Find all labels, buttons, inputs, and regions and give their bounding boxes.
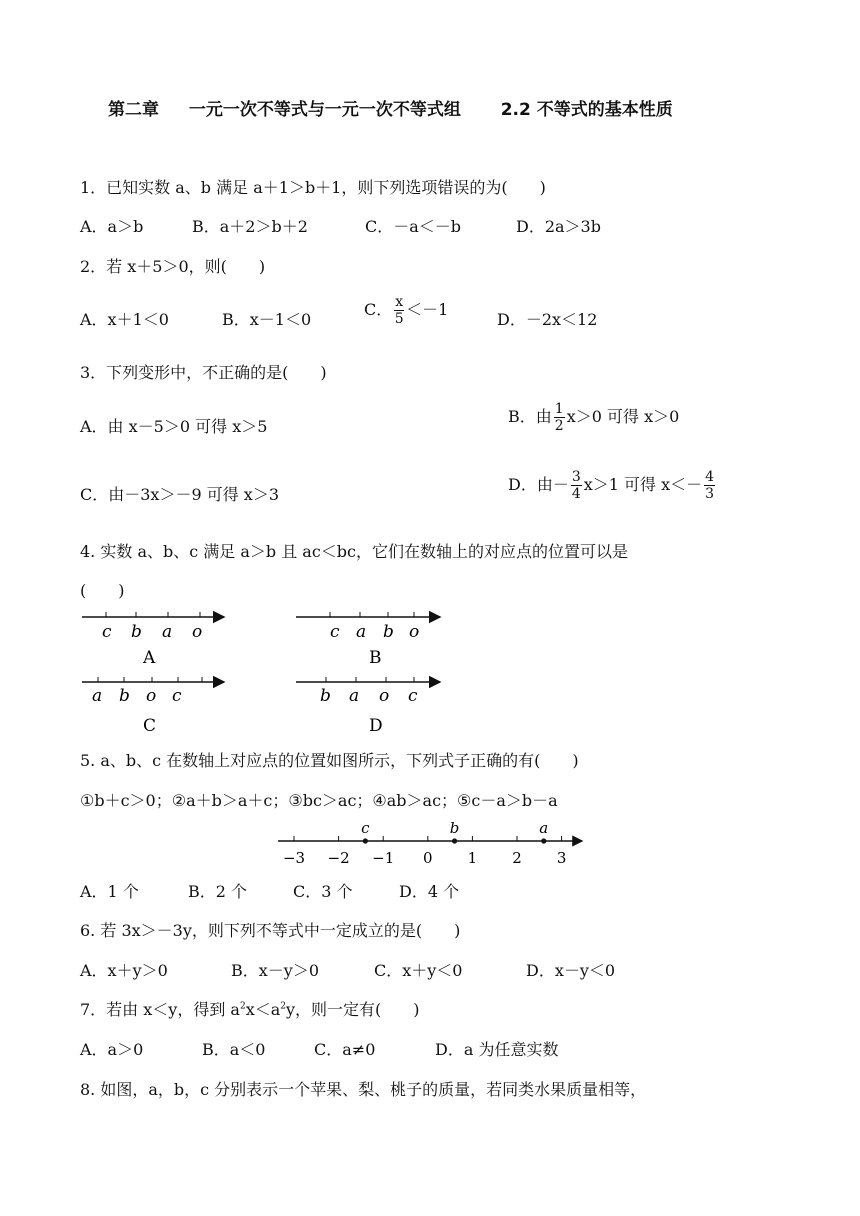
q5-option-d: D．4 个 [399,882,460,901]
q4-line-a [82,612,224,668]
q4-d-point-4: c [408,686,418,706]
q4-a-point-4: o [192,622,203,642]
q4-c-label: C [143,716,157,736]
q5-point-label: c [361,819,370,837]
q7-option-a: A．a＞0 [80,1040,144,1059]
q4-c-point-3: o [146,686,157,706]
q4-a-label: A [143,648,156,668]
q1-option-c: C．－a＜－b [365,217,462,236]
q4-b-point-3: b [383,622,394,642]
q6-option-b: B．x－y＞0 [231,961,320,980]
q5-tick-label: 0 [423,849,433,867]
chapter: 第二章 [108,100,159,120]
q4-b-point-1: c [330,622,340,642]
q2-option-b: B．x－1＜0 [222,310,312,329]
section-name: 2.2 不等式的基本性质 [500,100,673,120]
q4-line-c [82,677,224,736]
q6-option-d: D．x－y＜0 [526,961,616,980]
q5-stem: 5. a、b、c 在数轴上对应点的位置如图所示，下列式子正确的有( ) [80,751,579,770]
q7-stem: 7．若由 x＜y，得到 $a^2x<a^2y$，则一定有( ) [80,1000,420,1019]
page-title [108,95,673,120]
q2-option-a: A．x＋1＜0 [80,310,169,329]
q5-option-a: A．1 个 [80,882,139,901]
q3-option-b: B．由 $\frac{1}{2}$ x＞0 可得 x＞0 [508,401,680,434]
q4-a-point-2: b [131,622,142,642]
q5-tick-label: 2 [512,849,522,867]
q7-option-c: C．a≠0 [314,1040,376,1059]
q2-option-d: D．－2x＜12 [497,310,598,329]
q5-point-label: b [449,819,460,837]
q5-point [363,838,368,843]
q3-option-a: A．由 x－5＞0 可得 x＞5 [80,417,268,436]
q5-point [541,838,546,843]
q1-option-b: B．a＋2＞b＋2 [192,217,308,236]
q2-option-c: C． $\frac{x}{5}$ ＜－1 [364,294,449,327]
q4-b-point-4: o [409,622,420,642]
q5-point [452,838,457,843]
q4-b-point-2: a [356,622,367,642]
q4-stem: 4. 实数 a、b、c 满足 a＞b 且 ac＜bc，它们在数轴上的对应点的位置可以是 [80,542,629,561]
q4-a-point-3: a [162,622,173,642]
q4-paren: ( ) [80,581,125,600]
q6-option-a: A．x＋y＞0 [80,961,168,980]
q5-point-label: a [539,819,549,837]
q2-stem: 2．若 x＋5＞0，则( ) [80,257,266,276]
q6-option-c: C．x＋y＜0 [374,961,463,980]
q4-number-lines [0,600,500,740]
q4-a-point-1: c [102,622,112,642]
q1-option-d: D．2a＞3b [516,217,601,236]
q3-stem: 3．下列变形中，不正确的是( ) [80,363,327,382]
q4-line-d [296,677,440,736]
q4-c-point-4: c [172,686,182,706]
q5-number-line [270,818,590,870]
q1-stem: 1．已知实数 a、b 满足 a＋1＞b＋1，则下列选项错误的为( ) [80,178,546,197]
q5-tick-label: 3 [556,849,567,867]
q4-d-label: D [369,716,383,736]
q8-stem: 8. 如图，a，b，c 分别表示一个苹果、梨、桃子的质量，若同类水果质量相等， [80,1080,647,1099]
q3-option-c: C．由－3x＞－9 可得 x＞3 [80,485,280,504]
q1-option-a: A．a＞b [80,217,144,236]
q7-option-b: B．a＜0 [202,1040,266,1059]
q5-tick-label: −3 [282,849,306,867]
q4-c-point-1: a [92,686,103,706]
q4-d-point-2: a [349,686,360,706]
q6-stem: 6. 若 3x＞－3y，则下列不等式中一定成立的是( ) [80,921,461,940]
q5-option-c: C．3 个 [293,882,353,901]
q4-c-point-2: b [119,686,130,706]
q4-line-b [296,612,440,668]
q7-option-d: D．a 为任意实数 [435,1040,559,1059]
q5-tick-label: 1 [467,849,478,867]
q3-option-d: D．由－ $\frac{3}{4}$ x＞1 可得 x＜－ $\frac{4}{3}$ [508,469,715,502]
q4-b-label: B [369,648,382,668]
q4-d-point-1: b [320,686,331,706]
q5-option-b: B．2 个 [188,882,248,901]
q5-tick-label: −2 [327,849,350,867]
chapter-name: 一元一次不等式与一元一次不等式组 [188,100,461,120]
q5-tick-label: −1 [372,849,395,867]
q5-items: ①b＋c＞0；②a＋b＞a＋c；③bc＞ac；④ab＞ac；⑤c－a＞b－a [80,791,558,810]
q4-d-point-3: o [379,686,390,706]
